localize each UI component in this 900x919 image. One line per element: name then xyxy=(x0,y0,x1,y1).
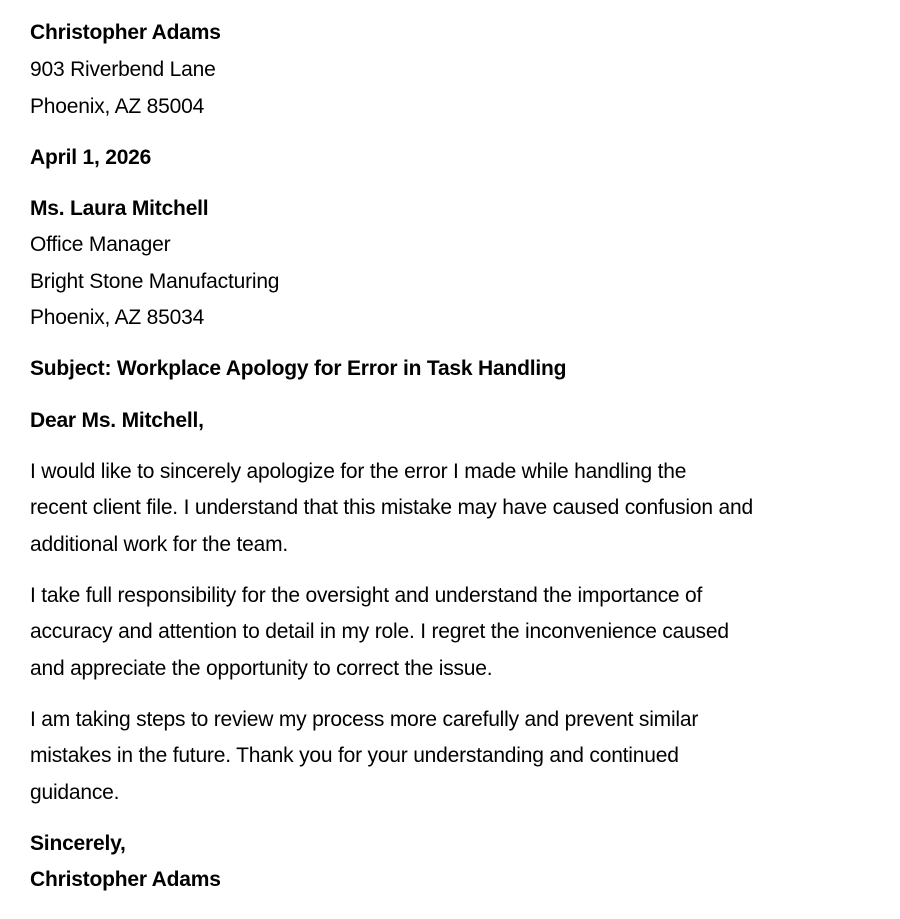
salutation: Dear Ms. Mitchell, xyxy=(30,409,204,432)
letter-date: April 1, 2026 xyxy=(30,146,152,169)
subject-line: Subject: Workplace Apology for Error in Task Handling xyxy=(30,357,567,380)
paragraph-1-line-3: additional work for the team. xyxy=(30,533,289,556)
recipient-title: Office Manager xyxy=(30,233,171,256)
paragraph-3-line-1: I am taking steps to review my process more carefully and prevent similar xyxy=(30,708,699,731)
signature-name: Christopher Adams xyxy=(30,868,221,891)
closing: Sincerely, xyxy=(30,832,126,855)
sender-address-line-2: Phoenix, AZ 85004 xyxy=(30,95,205,118)
recipient-address: Phoenix, AZ 85034 xyxy=(30,306,205,329)
paragraph-3-line-2: mistakes in the future. Thank you for your understanding and continued xyxy=(30,744,679,767)
paragraph-1-line-1: I would like to sincerely apologize for the error I made while handling the xyxy=(30,460,687,483)
sender-address-line-1: 903 Riverbend Lane xyxy=(30,58,216,81)
paragraph-2-line-2: accuracy and attention to detail in my role. I regret the inconvenience caused xyxy=(30,620,729,643)
paragraph-1-line-2: recent client file. I understand that this mistake may have caused confusion and xyxy=(30,496,753,519)
paragraph-3-line-3: guidance. xyxy=(30,781,120,804)
paragraph-2-line-1: I take full responsibility for the oversight and understand the importance of xyxy=(30,584,703,607)
recipient-company: Bright Stone Manufacturing xyxy=(30,270,280,293)
sender-name: Christopher Adams xyxy=(30,21,221,44)
recipient-name: Ms. Laura Mitchell xyxy=(30,197,209,220)
paragraph-2-line-3: and appreciate the opportunity to correct the issue. xyxy=(30,657,493,680)
